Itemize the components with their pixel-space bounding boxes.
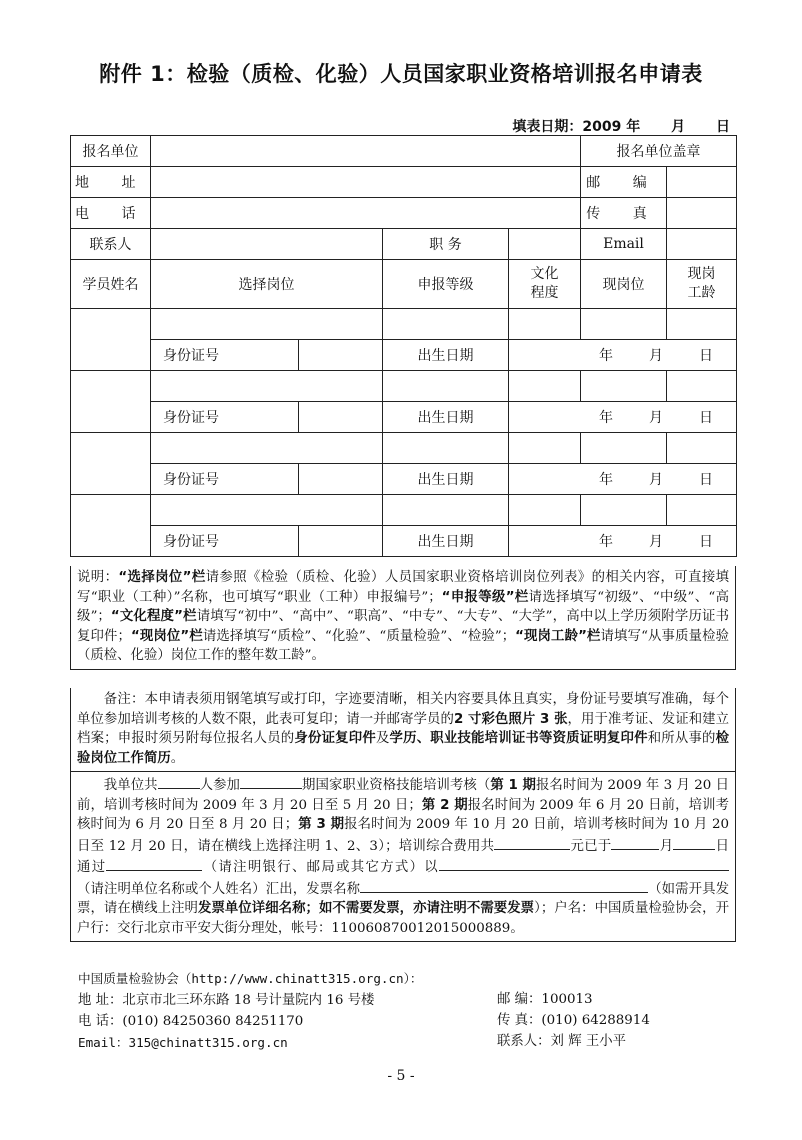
notes-explanation (70, 566, 736, 670)
fee-blank[interactable] (494, 835, 570, 850)
col-edu: 文化 程度 (509, 260, 581, 309)
student-name-field[interactable] (71, 433, 151, 495)
position-label: 职 务 (383, 229, 509, 260)
fill-date (508, 116, 730, 136)
note-segment: 检验岗位工作简历 (77, 731, 730, 766)
student-row (71, 371, 737, 402)
student-curjob-field[interactable] (581, 433, 667, 464)
note-segment: “现岗工龄”栏 (515, 628, 601, 644)
position-field[interactable] (509, 229, 581, 260)
fill-date-day: 日 (716, 119, 730, 135)
col-cur-years: 现岗 工龄 (667, 260, 737, 309)
student-curjob-field[interactable] (581, 371, 667, 402)
contact-field[interactable] (151, 229, 383, 260)
birth-label: 出生日期 (383, 402, 509, 433)
student-name-field[interactable] (71, 495, 151, 557)
phone-label: 电 话 (71, 198, 151, 229)
footer-postcode: 邮 编：100013 (497, 992, 593, 1007)
col-name: 学员姓名 (71, 260, 151, 309)
footer-left (78, 968, 423, 1053)
footer-phone: 电 话：(010) 84250360 84251170 (78, 1014, 304, 1029)
student-years-field[interactable] (667, 495, 737, 526)
student-years-field[interactable] (667, 309, 737, 340)
note-segment: 及 (375, 731, 390, 746)
note-segment: 请填写“初中”、“高中”、“职高”、“中专”、“大专”、“大学”，高中以上学历须附学历证书复印件； (77, 609, 729, 644)
note-segment: 请选择填写“初级”、“中级”、“高级”； (77, 589, 730, 624)
note-segment: 。 (170, 750, 185, 766)
student-years-field[interactable] (667, 433, 737, 464)
postcode-label: 邮 编 (581, 167, 667, 198)
student-id-row (71, 340, 737, 371)
student-row (71, 495, 737, 526)
student-curjob-field[interactable] (581, 309, 667, 340)
col-level: 申报等级 (383, 260, 509, 309)
note-segment: 请选择填写“质检”、“化验”、“质量检验”、“检验”； (202, 628, 516, 644)
unit-field[interactable] (151, 136, 581, 167)
student-job-field[interactable] (151, 371, 383, 402)
student-id-row (71, 402, 737, 433)
footer-contact: 联系人：刘 辉 王小平 (497, 1034, 627, 1049)
student-id-row (71, 526, 737, 557)
student-years-field[interactable] (667, 371, 737, 402)
id-field[interactable] (299, 402, 383, 433)
birth-label: 出生日期 (383, 526, 509, 557)
student-edu-field[interactable] (509, 433, 581, 464)
birth-field[interactable]: 年 月 日 (509, 526, 737, 557)
note-segment: 请填写“从事质量检验（质检、化验）岗位工作的整年数工龄”。 (77, 628, 729, 663)
notes-remarks (70, 688, 736, 772)
fax-label: 传 真 (581, 198, 667, 229)
student-edu-field[interactable] (509, 309, 581, 340)
note-segment: “选择岗位”栏 (118, 570, 206, 585)
note-segment: ，用于准考证、发证和建立档案；申报时须另附每位报名人员的 (77, 711, 730, 746)
day-blank[interactable] (673, 835, 715, 850)
note-segment: “申报等级”栏 (441, 589, 529, 605)
student-level-field[interactable] (383, 433, 509, 464)
note-segment: 2 寸彩色照片 3 张 (453, 711, 568, 727)
student-name-field[interactable] (71, 309, 151, 371)
student-job-field[interactable] (151, 495, 383, 526)
address-field[interactable] (151, 167, 581, 198)
birth-label: 出生日期 (383, 340, 509, 371)
student-row (71, 309, 737, 340)
id-label: 身份证号 (151, 464, 299, 495)
id-label: 身份证号 (151, 340, 299, 371)
id-label: 身份证号 (151, 402, 299, 433)
note-segment: “现岗位”栏 (130, 628, 203, 644)
method-blank[interactable] (106, 856, 202, 871)
note-segment: 学历、职业技能培训证书等资质证明复印件 (389, 731, 648, 746)
postcode-field[interactable] (667, 167, 737, 198)
contact-label: 联系人 (71, 229, 151, 260)
note-segment: 和所从事的 (647, 731, 716, 746)
student-level-field[interactable] (383, 495, 509, 526)
student-name-field[interactable] (71, 371, 151, 433)
col-job: 选择岗位 (151, 260, 383, 309)
email-label: Email (581, 229, 667, 260)
footer-email[interactable]: Email：315@chinatt315.org.cn (78, 1035, 288, 1050)
payer-blank[interactable] (439, 856, 729, 871)
footer-fax: 传 真：(010) 64288914 (497, 1013, 650, 1028)
student-level-field[interactable] (383, 371, 509, 402)
month-blank[interactable] (611, 835, 659, 850)
student-level-field[interactable] (383, 309, 509, 340)
page-number: - 5 - (387, 1068, 415, 1084)
birth-label: 出生日期 (383, 464, 509, 495)
notes-registration: 我单位共 人参加 期国家职业资格技能培训考核（第 1 期报名时间为 2009 年 3 月 20 日前，培训考核时间为 2009 年 3 月 20 日至 5 月 20 日；第 2 期报名时间为 2009 年 6 月 20 日前，培训考核时间为 6 月 20 日至 8 月 20 日；第 3 期报名时间为 2009 年 10 月 20 日前，培训考核时间为 10 月 20 日至 12 月 20 日，请在横线上选择注明 1、2、3）；培训综合费用共 元已于 月 日通过 （请注明银行、邮局或其它方式）以（请注明单位名称或个人姓名）汇出，发票名称 （如需开具发票，请在横线上注明发票单位详细名称；如不需要发票，亦请注明不需要发票）；户名：中国质量检验协会，开户行：交行北京市平安大街分理处，帐号：110060870012015000889。 (70, 772, 736, 942)
unit-label: 报名单位 (71, 136, 151, 167)
page-title: 附件 1：检验（质检、化验）人员国家职业资格培训报名申请表 (99, 62, 703, 86)
student-curjob-field[interactable] (581, 495, 667, 526)
footer-address: 地 址：北京市北三环东路 18 号计量院内 16 号楼 (78, 993, 375, 1008)
birth-field[interactable]: 年 月 日 (509, 402, 737, 433)
stamp-label: 报名单位盖章 (581, 136, 737, 167)
period-blank[interactable] (240, 774, 302, 789)
footer-right (497, 989, 650, 1052)
id-field[interactable] (299, 340, 383, 371)
fill-date-label: 填表日期：2009 年 (512, 119, 641, 135)
footer-org: 中国质量检验协会（http://www.chinatt315.org.cn）： (78, 971, 423, 986)
address-label: 地 址 (71, 167, 151, 198)
id-field[interactable] (299, 526, 383, 557)
note-segment: 备注：本申请表须用钢笔填写或打印，字迹要清晰，相关内容要具体且真实，身份证号要填写准确，每个单位参加培训考核的人数不限，此表可复印；请一并邮寄学员的 (77, 692, 729, 727)
note-segment: “文化程度”栏 (110, 609, 197, 624)
note-segment: 身份证复印件 (294, 731, 376, 746)
note-segment: 请参照《检验（质检、化验）人员国家职业资格培训岗位列表》的相关内容，可直接填写“职业（工种）”名称，也可填写“职业（工种）申报编号”； (77, 570, 730, 605)
note-segment: 说明： (77, 570, 119, 585)
student-id-row (71, 464, 737, 495)
count-blank[interactable] (158, 774, 200, 789)
student-row (71, 433, 737, 464)
birth-field[interactable]: 年 月 日 (509, 464, 737, 495)
student-job-field[interactable] (151, 433, 383, 464)
student-job-field[interactable] (151, 309, 383, 340)
id-label: 身份证号 (151, 526, 299, 557)
form-table (70, 135, 736, 557)
fill-date-month: 月 (671, 119, 686, 135)
birth-field[interactable]: 年 月 日 (509, 340, 737, 371)
col-cur-job: 现岗位 (581, 260, 667, 309)
fax-field[interactable] (667, 198, 737, 229)
phone-field[interactable] (151, 198, 581, 229)
id-field[interactable] (299, 464, 383, 495)
student-edu-field[interactable] (509, 371, 581, 402)
student-edu-field[interactable] (509, 495, 581, 526)
invoice-blank[interactable] (360, 878, 648, 893)
email-field[interactable] (667, 229, 737, 260)
